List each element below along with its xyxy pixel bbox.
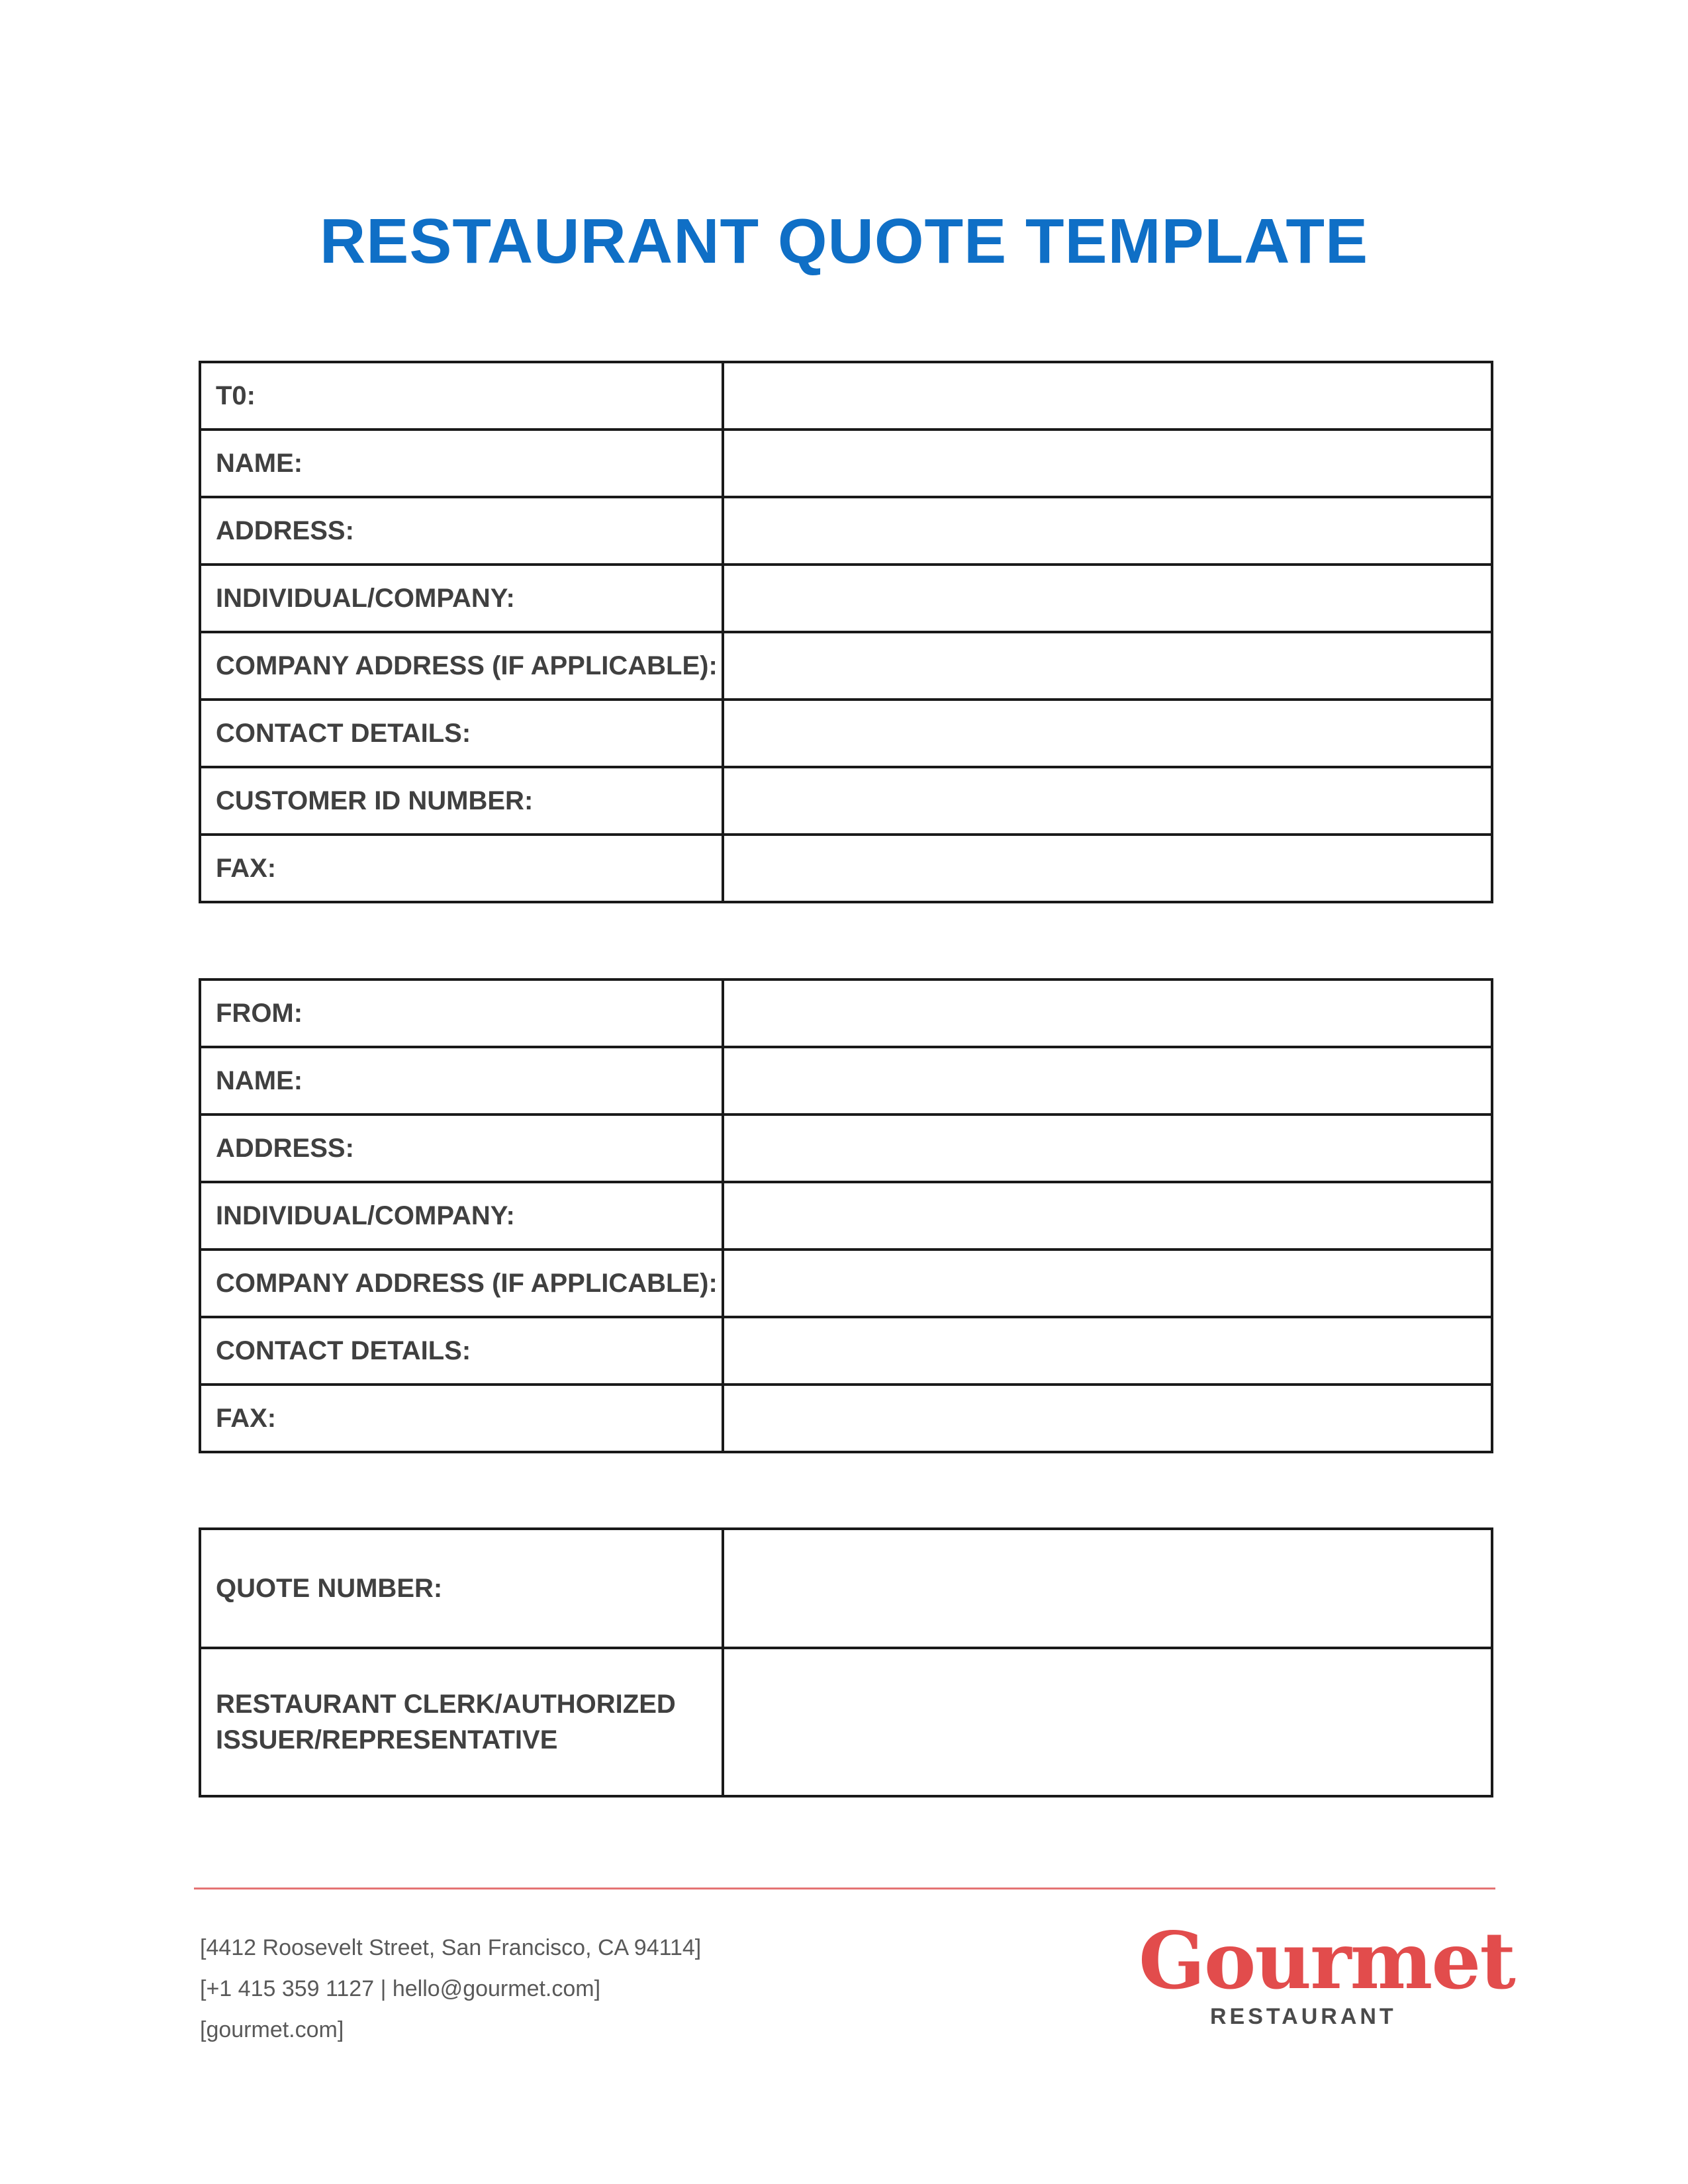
quote-number-field[interactable] bbox=[723, 1529, 1492, 1648]
from-name-label: NAME: bbox=[200, 1047, 723, 1115]
table-row bbox=[200, 835, 1492, 902]
to-company-address-field[interactable] bbox=[723, 632, 1492, 700]
to-address-label: ADDRESS: bbox=[200, 497, 723, 565]
table-row bbox=[200, 362, 1492, 430]
from-address-field[interactable] bbox=[723, 1115, 1492, 1182]
from-fax-field[interactable] bbox=[723, 1385, 1492, 1452]
to-customer-id-label: CUSTOMER ID NUMBER: bbox=[200, 767, 723, 835]
from-label: FROM: bbox=[200, 979, 723, 1047]
to-label: T0: bbox=[200, 362, 723, 430]
from-company-address-field[interactable] bbox=[723, 1250, 1492, 1317]
from-name-field[interactable] bbox=[723, 1047, 1492, 1115]
page-title: RESTAURANT QUOTE TEMPLATE bbox=[319, 206, 1369, 277]
clerk-label-line2: ISSUER/REPRESENTATIVE bbox=[216, 1725, 558, 1754]
table-row bbox=[200, 767, 1492, 835]
clerk-label bbox=[200, 1648, 723, 1796]
to-company-address-label: COMPANY ADDRESS (IF APPLICABLE): bbox=[200, 632, 723, 700]
table-row bbox=[200, 1648, 1492, 1796]
to-individual-company-field[interactable] bbox=[723, 565, 1492, 632]
to-address-field[interactable] bbox=[723, 497, 1492, 565]
to-customer-id-field[interactable] bbox=[723, 767, 1492, 835]
footer-website[interactable]: [gourmet.com] bbox=[200, 2017, 344, 2042]
table-row bbox=[200, 565, 1492, 632]
table-row bbox=[200, 1115, 1492, 1182]
gourmet-logo bbox=[1139, 1915, 1515, 2044]
from-contact-details-label: CONTACT DETAILS: bbox=[200, 1317, 723, 1385]
table-row bbox=[200, 632, 1492, 700]
table-row bbox=[200, 430, 1492, 497]
logo-subtitle: RESTAURANT bbox=[1210, 2004, 1397, 2029]
from-details-table bbox=[199, 978, 1493, 1453]
to-fax-field[interactable] bbox=[723, 835, 1492, 902]
table-row bbox=[200, 1182, 1492, 1250]
table-row bbox=[200, 1317, 1492, 1385]
from-company-address-label: COMPANY ADDRESS (IF APPLICABLE): bbox=[200, 1250, 723, 1317]
to-contact-details-label: CONTACT DETAILS: bbox=[200, 700, 723, 767]
quote-number-label: QUOTE NUMBER: bbox=[200, 1529, 723, 1648]
table-row bbox=[200, 979, 1492, 1047]
from-contact-details-field[interactable] bbox=[723, 1317, 1492, 1385]
to-individual-company-label: INDIVIDUAL/COMPANY: bbox=[200, 565, 723, 632]
table-row bbox=[200, 1250, 1492, 1317]
table-row bbox=[200, 1385, 1492, 1452]
table-row bbox=[200, 497, 1492, 565]
clerk-field[interactable] bbox=[723, 1648, 1492, 1796]
to-details-table bbox=[199, 361, 1493, 903]
logo-wordmark: Gourmet bbox=[1139, 1915, 1515, 2007]
to-fax-label: FAX: bbox=[200, 835, 723, 902]
to-value-field[interactable] bbox=[723, 362, 1492, 430]
to-name-field[interactable] bbox=[723, 430, 1492, 497]
table-row bbox=[200, 700, 1492, 767]
table-row bbox=[200, 1047, 1492, 1115]
from-address-label: ADDRESS: bbox=[200, 1115, 723, 1182]
from-value-field[interactable] bbox=[723, 979, 1492, 1047]
footer-divider bbox=[194, 1888, 1495, 1889]
table-row bbox=[200, 1529, 1492, 1648]
from-individual-company-label: INDIVIDUAL/COMPANY: bbox=[200, 1182, 723, 1250]
footer-contact[interactable]: [+1 415 359 1127 | hello@gourmet.com] bbox=[200, 1976, 601, 2001]
quote-details-table bbox=[199, 1527, 1493, 1797]
footer-contact-block bbox=[200, 1927, 701, 2050]
clerk-label-line1: RESTAURANT CLERK/AUTHORIZED bbox=[216, 1690, 676, 1719]
footer-address: [4412 Roosevelt Street, San Francisco, CA 94114] bbox=[200, 1935, 702, 1960]
to-contact-details-field[interactable] bbox=[723, 700, 1492, 767]
to-name-label: NAME: bbox=[200, 430, 723, 497]
from-individual-company-field[interactable] bbox=[723, 1182, 1492, 1250]
from-fax-label: FAX: bbox=[200, 1385, 723, 1452]
